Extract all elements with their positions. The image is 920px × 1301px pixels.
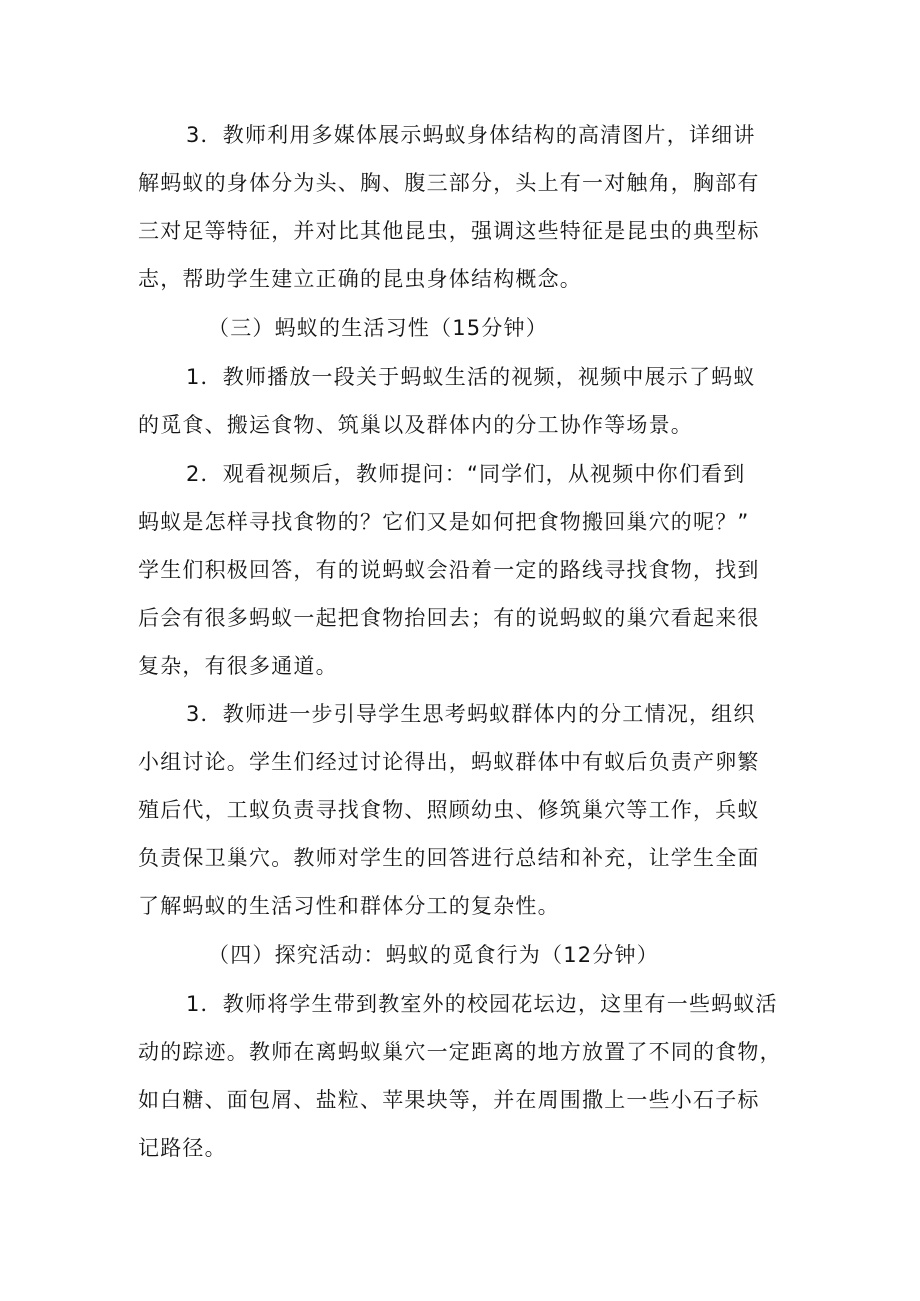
paragraph-line: 如白糖、面包屑、盐粒、苹果块等，并在周围撒上一些小石子标 <box>138 1088 760 1112</box>
paragraph-line: 的觅食、搬运食物、筑巢以及群体内的分工协作等场景。 <box>138 413 693 437</box>
paragraph-line: 后会有很多蚂蚁一起把食物抬回去；有的说蚂蚁的巢穴看起来很 <box>138 606 760 630</box>
paragraph-line: 复杂，有很多通道。 <box>138 654 338 678</box>
paragraph-line: 了解蚂蚁的生活习性和群体分工的复杂性。 <box>138 894 560 918</box>
paragraph-line: 蚂蚁是怎样寻找食物的？它们又是如何把食物搬回巢穴的呢？” <box>138 510 750 534</box>
paragraph-line: 学生们积极回答，有的说蚂蚁会沿着一定的路线寻找食物，找到 <box>138 558 760 582</box>
paragraph-line: 1．教师将学生带到教室外的校园花坛边，这里有一些蚂蚁活 <box>186 992 778 1016</box>
paragraph-line: 殖后代，工蚁负责寻找食物、照顾幼虫、修筑巢穴等工作，兵蚁 <box>138 798 760 822</box>
paragraph-line: 小组讨论。学生们经过讨论得出，蚂蚁群体中有蚁后负责产卵繁 <box>138 750 760 774</box>
paragraph-line: 记路径。 <box>138 1136 227 1160</box>
paragraph-line: 1．教师播放一段关于蚂蚁生活的视频，视频中展示了蚂蚁 <box>186 365 756 389</box>
paragraph-line: 3．教师进一步引导学生思考蚂蚁群体内的分工情况，组织 <box>186 702 756 726</box>
section-heading: （三）蚂蚁的生活习性（15分钟） <box>208 316 548 340</box>
paragraph-line: 解蚂蚁的身体分为头、胸、腹三部分，头上有一对触角，胸部有 <box>138 171 760 195</box>
paragraph-line: 负责保卫巢穴。教师对学生的回答进行总结和补充，让学生全面 <box>138 846 760 870</box>
section-heading: （四）探究活动：蚂蚁的觅食行为（12分钟） <box>208 943 659 967</box>
paragraph-line: 2．观看视频后，教师提问：“同学们，从视频中你们看到 <box>186 462 746 486</box>
paragraph-line: 三对足等特征，并对比其他昆虫，强调这些特征是昆虫的典型标 <box>138 219 760 243</box>
paragraph-line: 动的踪迹。教师在离蚂蚁巢穴一定距离的地方放置了不同的食物， <box>138 1040 782 1064</box>
paragraph-line: 志，帮助学生建立正确的昆虫身体结构概念。 <box>138 267 582 291</box>
paragraph-line: 3．教师利用多媒体展示蚂蚁身体结构的高清图片，详细讲 <box>186 123 756 147</box>
